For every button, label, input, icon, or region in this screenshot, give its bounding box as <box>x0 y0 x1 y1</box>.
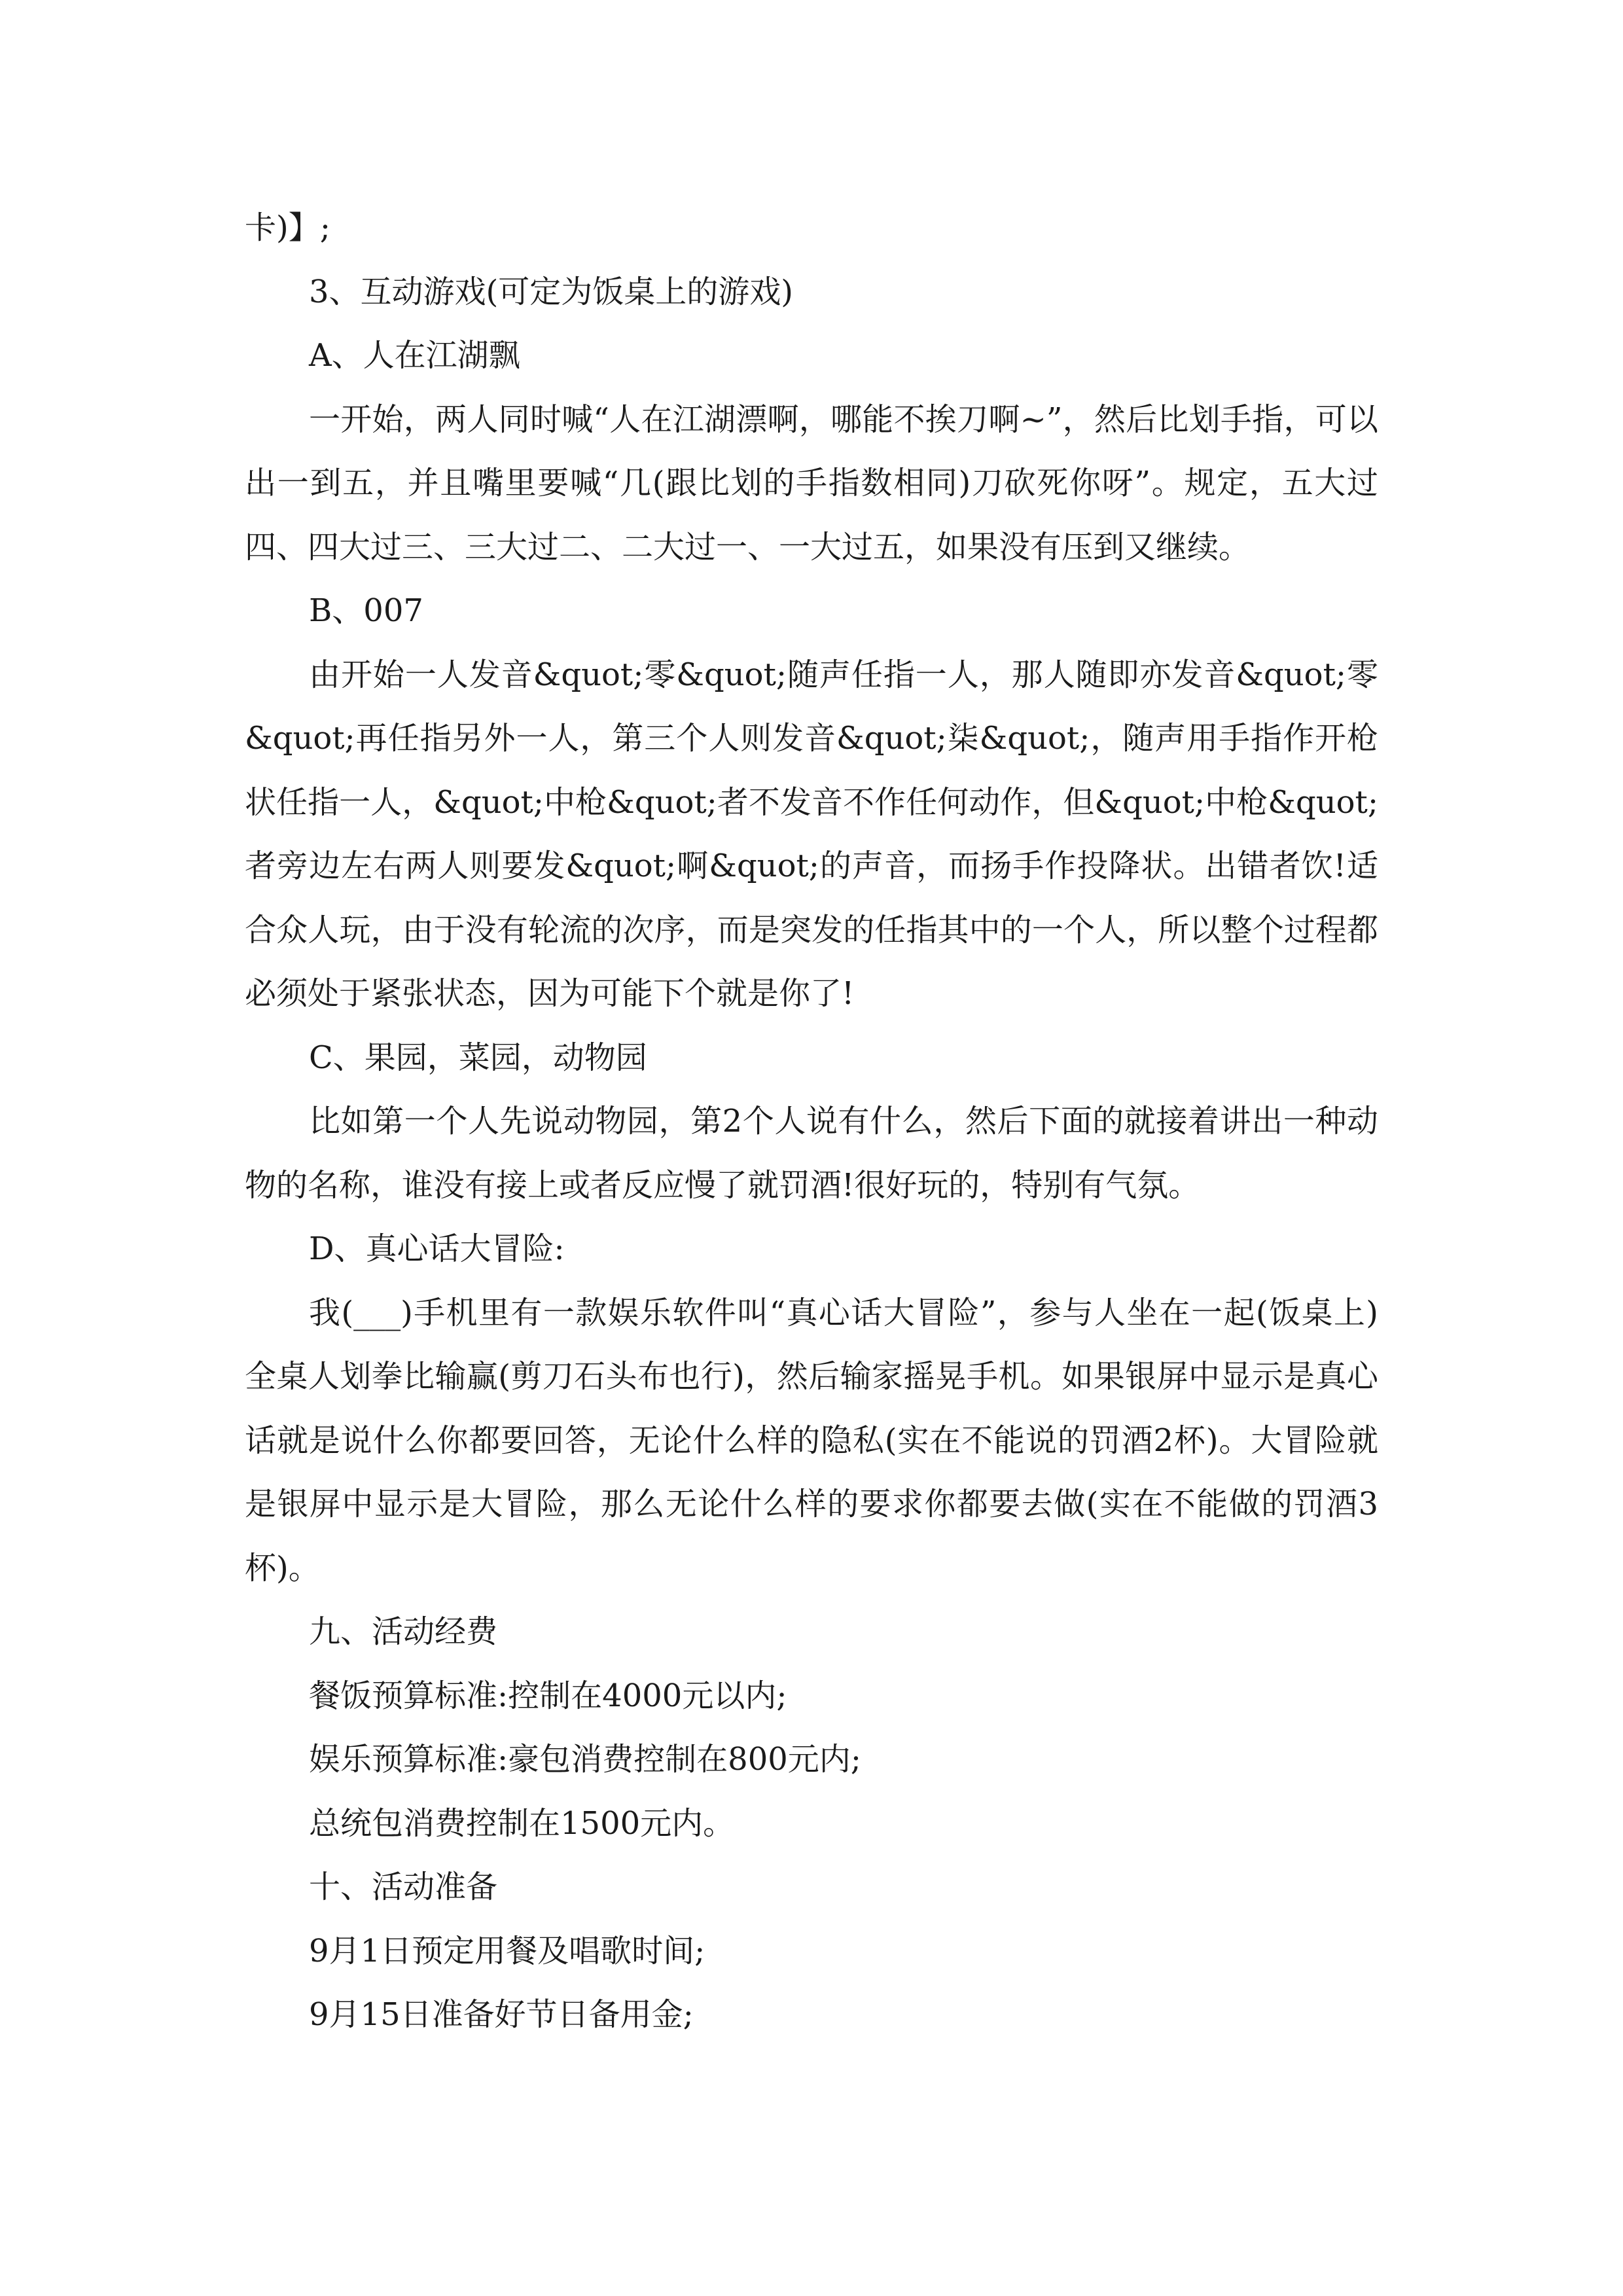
heading-activity-preparation: 十、活动准备 <box>309 1869 498 1905</box>
preparation-item-2: 9月15日准备好节日备用金; <box>309 1996 694 2033</box>
paragraph-game-b-rules: 由开始一人发音&quot;零&quot;随声任指一人，那人随即亦发音&quot;零&quot;再任指另外一人，第三个人则发音&quot;柒&quot;，随声用手指作开枪状任指一人，&quot;中枪&quot;者不发音不作任何动作，但&quot;中枪&quot;者旁边左右两人则要发&quot;啊&quot;的声音，而扬手作投降状。出错者饮!适合众人玩，由于没有轮流的次序，而是突发的任指其中的一个人，所以整个过程都必须处于紧张状态，因为可能下个就是你了! <box>245 656 1378 1012</box>
heading-interactive-games: 3、互动游戏(可定为饭桌上的游戏) <box>309 273 793 310</box>
subheading-game-b: B、007 <box>309 592 423 629</box>
paragraph-game-d-rules: 我(___)手机里有一款娱乐软件叫“真心话大冒险”，参与人坐在一起(饭桌上)全桌人划拳比输赢(剪刀石头布也行)，然后输家摇晃手机。如果银屏中显示是真心话就是说什么你都要回答，无论什么样的隐私(实在不能说的罚酒2杯)。大冒险就是银屏中显示是大冒险，那么无论什么样的要求你都要去做(实在不能做的罚酒3杯)。 <box>245 1294 1378 1587</box>
subheading-game-d: D、真心话大冒险: <box>309 1230 565 1267</box>
paragraph-game-a-rules: 一开始，两人同时喊“人在江湖漂啊，哪能不挨刀啊~”，然后比划手指，可以出一到五，并且嘴里要喊“几(跟比划的手指数相同)刀砍死你呀”。规定，五大过四、四大过三、三大过二、二大过一、一大过五，如果没有压到又继续。 <box>245 401 1378 565</box>
paragraph-continuation: 卡)】; <box>245 209 330 246</box>
budget-presidential-room: 总统包消费控制在1500元内。 <box>309 1804 735 1842</box>
budget-dining: 餐饭预算标准:控制在4000元以内; <box>309 1677 787 1714</box>
paragraph-game-c-rules: 比如第一个人先说动物园，第2个人说有什么，然后下面的就接着讲出一种动物的名称，谁没有接上或者反应慢了就罚酒!很好玩的，特别有气氛。 <box>245 1103 1378 1204</box>
heading-activity-budget: 九、活动经费 <box>309 1613 498 1650</box>
budget-entertainment: 娱乐预算标准:豪包消费控制在800元内; <box>309 1741 861 1778</box>
document-body <box>245 196 1378 2047</box>
subheading-game-a: A、人在江湖飘 <box>309 337 520 374</box>
preparation-item-1: 9月1日预定用餐及唱歌时间; <box>309 1932 705 1969</box>
subheading-game-c: C、果园，菜园，动物园 <box>309 1039 647 1076</box>
